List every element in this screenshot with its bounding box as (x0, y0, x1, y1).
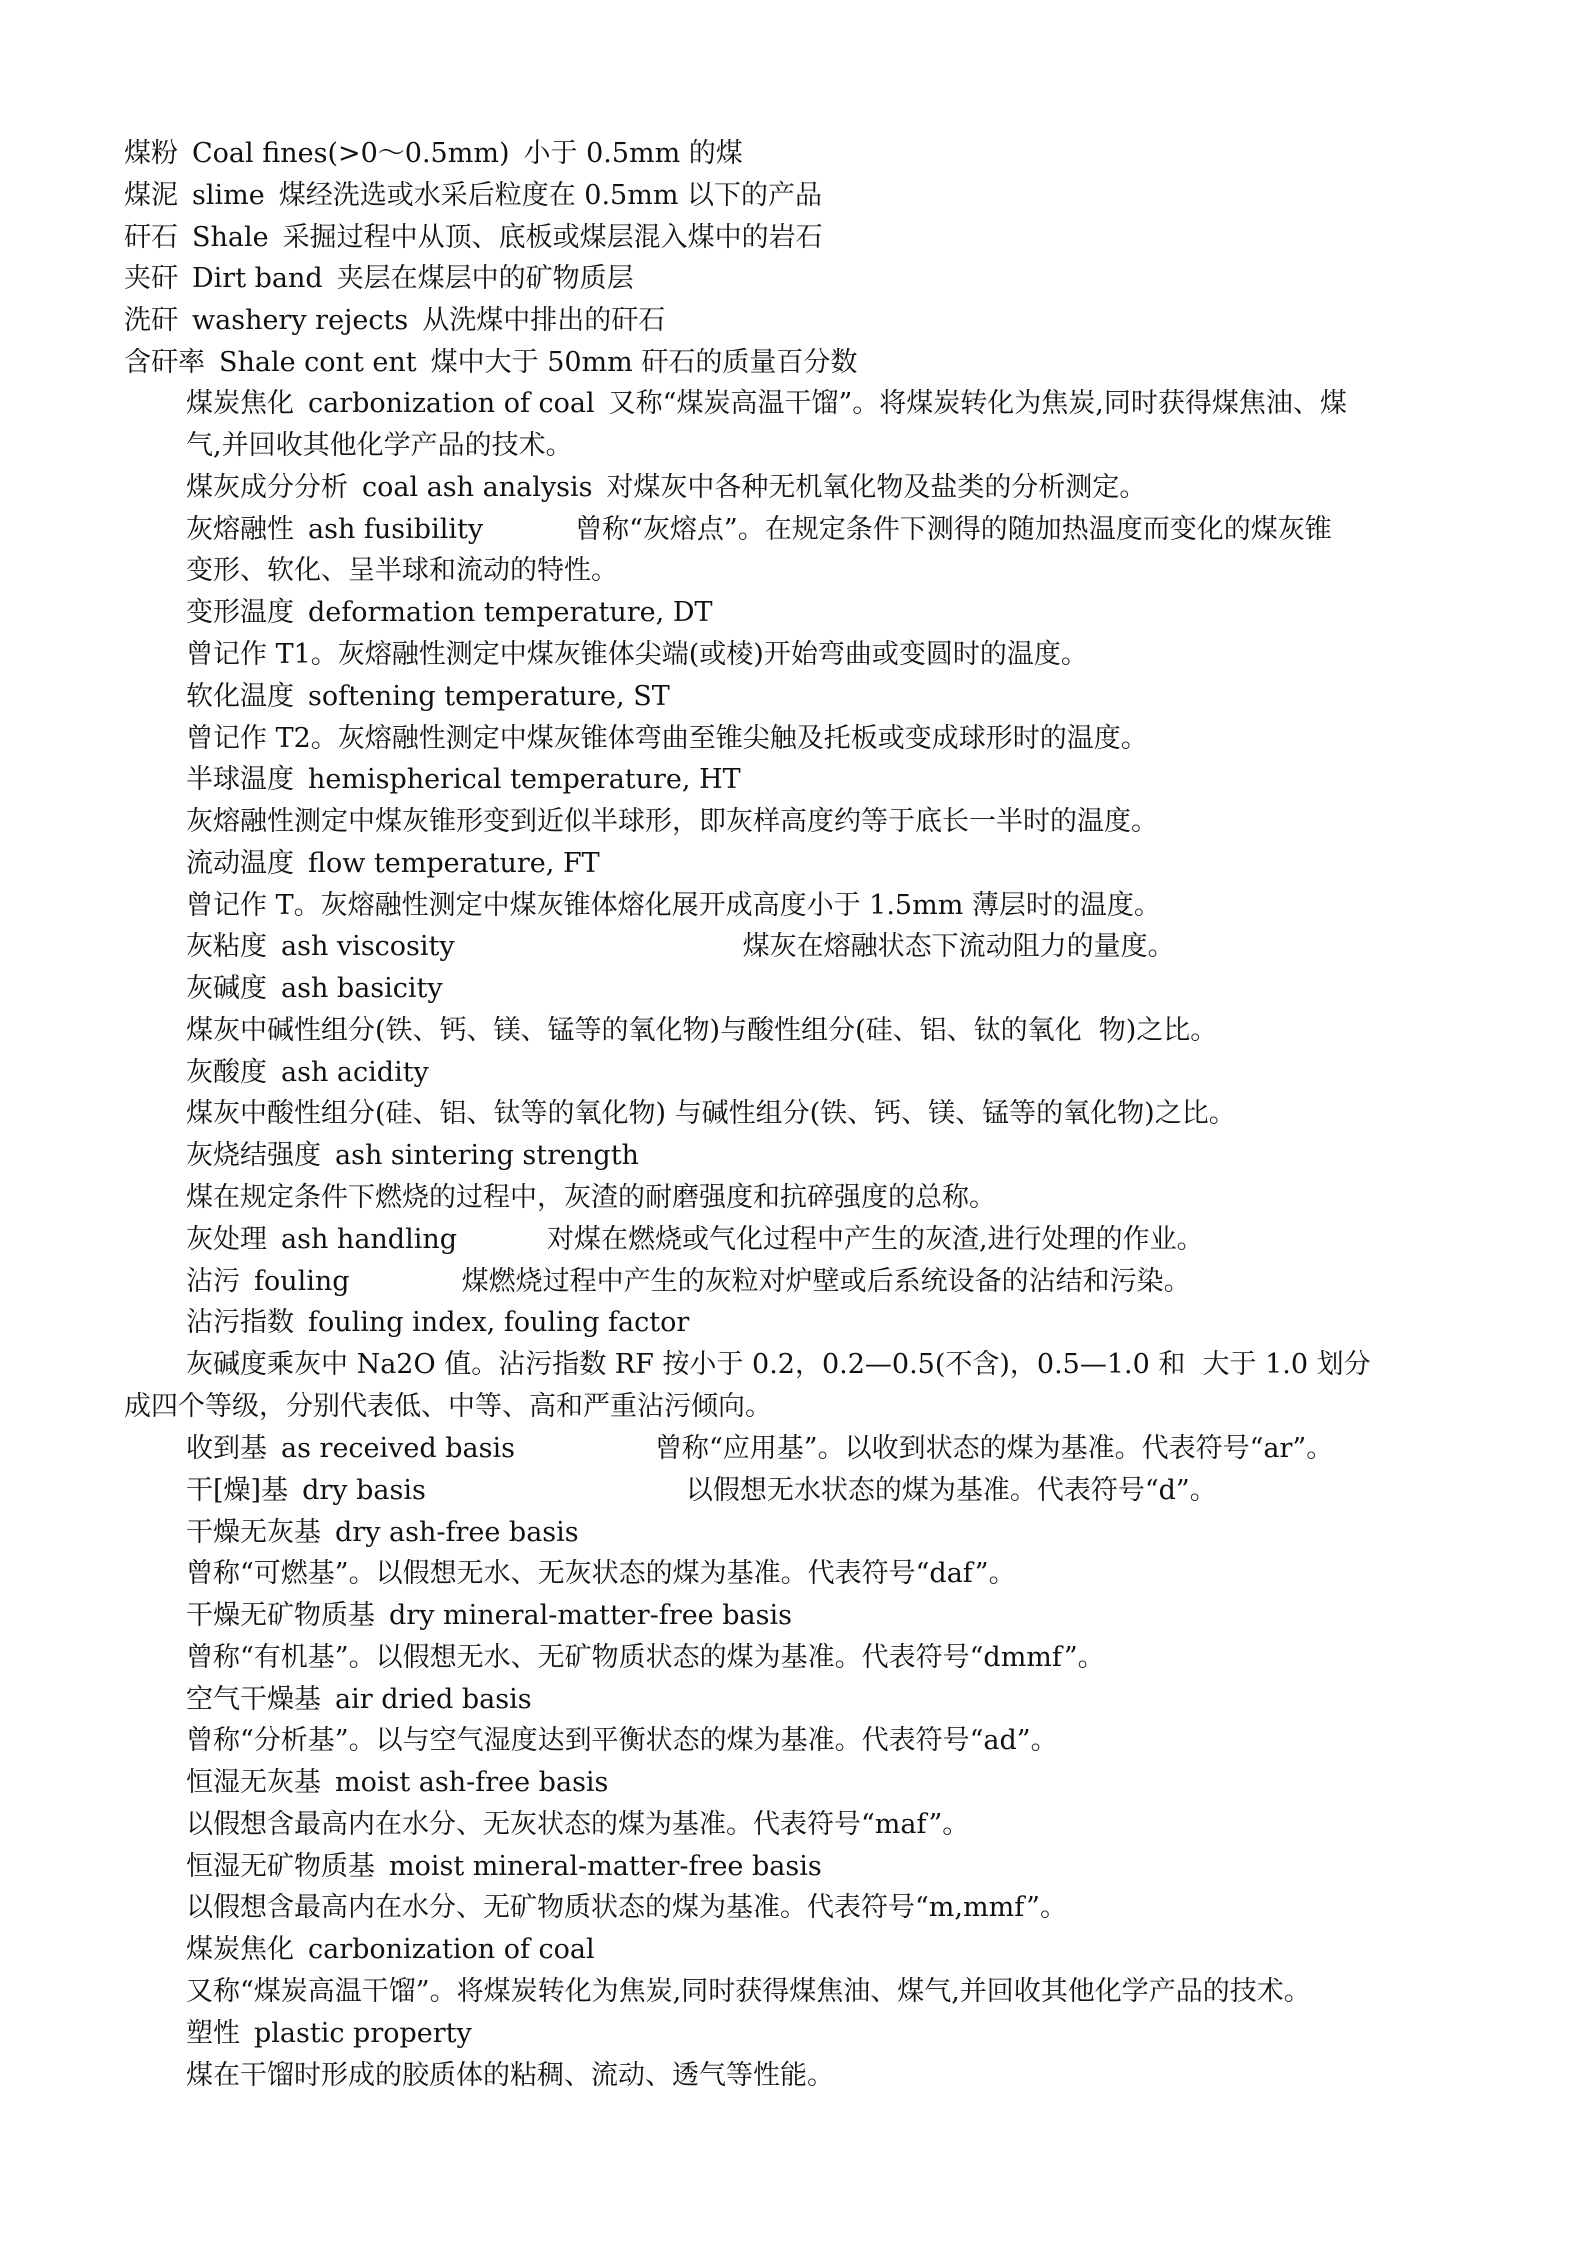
text-line-32 (186, 1432, 1333, 1466)
line-text-part: ash fusibility (308, 514, 484, 545)
line-text: 变形温度 (186, 597, 294, 628)
text-line-34 (186, 1516, 579, 1550)
line-text: 恒湿无灰基 (186, 1767, 321, 1798)
line-text-part: coal ash analysis (362, 472, 593, 503)
line-text-part: 以假想无水状态的煤为基准。代表符号“d”。 (685, 1475, 1217, 1506)
line-text-part: 从洗煤中排出的矸石 (422, 305, 666, 336)
text-line-8 (186, 429, 573, 463)
line-text-part: dry basis (302, 1475, 426, 1506)
line-text: 洗矸 (124, 305, 178, 336)
text-line-11 (186, 554, 618, 588)
text-line-24 (186, 1097, 1236, 1131)
line-text: 灰粘度 (186, 931, 267, 962)
line-text-part: slime (192, 180, 265, 211)
line-text: 曾记作 T1。灰熔融性测定中煤灰锥体尖端(或棱)开始弯曲或变圆时的温度。 (186, 639, 1088, 670)
line-text-part: ash sintering strength (335, 1140, 639, 1171)
line-text: 灰碱度 (186, 973, 267, 1004)
line-text-part: dry mineral-matter-free basis (389, 1600, 792, 1631)
text-line-42 (186, 1850, 822, 1884)
line-text-part: hemispherical temperature, HT (308, 764, 741, 795)
line-text: 灰烧结强度 (186, 1140, 321, 1171)
line-text-part: air dried basis (335, 1684, 532, 1715)
line-text: 恒湿无矿物质基 (186, 1851, 375, 1882)
line-text: 成四个等级，分别代表低、中等、高和严重沾污倾向。 (124, 1391, 772, 1422)
text-line-35 (186, 1557, 1016, 1591)
line-text-part: 采掘过程中从顶、底板或煤层混入煤中的岩石 (282, 222, 823, 253)
text-line-22 (186, 1014, 1217, 1048)
line-text-part: Dirt band (192, 263, 323, 294)
text-line-41 (186, 1808, 969, 1842)
line-text: 曾记作 T。灰熔融性测定中煤灰锥体熔化展开成高度小于 1.5mm 薄层时的温度。 (186, 890, 1161, 921)
text-line-3 (124, 221, 823, 255)
line-text: 煤炭焦化 (186, 388, 294, 419)
text-line-23 (186, 1056, 429, 1090)
line-text: 曾称“分析基”。以与空气湿度达到平衡状态的煤为基准。代表符号“ad”。 (186, 1725, 1058, 1756)
text-line-9 (186, 471, 1146, 505)
text-line-46 (186, 2017, 472, 2051)
line-text: 干燥无灰基 (186, 1517, 321, 1548)
text-line-33 (186, 1474, 1217, 1508)
line-text: 灰处理 (186, 1224, 267, 1255)
line-text: 流动温度 (186, 848, 294, 879)
text-line-38 (186, 1683, 532, 1717)
text-line-28 (186, 1265, 1191, 1299)
text-line-14 (186, 680, 670, 714)
line-text: 夹矸 (124, 263, 178, 294)
line-text-part: 煤燃烧过程中产生的灰粒对炉壁或后系统设备的沾结和污染。 (461, 1266, 1191, 1297)
line-text-part: 煤中大于 50mm 矸石的质量百分数 (430, 347, 858, 378)
line-text: 煤炭焦化 (186, 1934, 294, 1965)
line-text-part: deformation temperature, DT (308, 597, 713, 628)
text-line-17 (186, 805, 1158, 839)
line-text: 沾污指数 (186, 1307, 294, 1338)
text-line-37 (186, 1641, 1105, 1675)
text-line-36 (186, 1599, 792, 1633)
line-text: 矸石 (124, 222, 178, 253)
line-text-part: ash viscosity (281, 931, 455, 962)
line-text-part: fouling (254, 1266, 350, 1297)
text-line-20 (186, 930, 1175, 964)
line-text: 煤粉 (124, 138, 178, 169)
line-text: 塑性 (186, 2018, 240, 2049)
line-text-part: 又称“煤炭高温干馏”。将煤炭转化为焦炭,同时获得煤焦油、煤 (608, 388, 1347, 419)
line-text: 软化温度 (186, 681, 294, 712)
line-text-part: carbonization of coal (308, 1934, 595, 1965)
text-line-10 (186, 513, 1332, 547)
text-line-27 (186, 1223, 1204, 1257)
line-text: 灰碱度乘灰中 Na2O 值。沾污指数 RF 按小于 0.2，0.2—0.5(不含)，0.5—1.0 和 大于 1.0 划分 (186, 1349, 1371, 1380)
line-text-part: 煤灰在熔融状态下流动阻力的量度。 (742, 931, 1175, 962)
text-line-30 (186, 1348, 1371, 1382)
line-text-part: 对煤灰中各种无机氧化物及盐类的分析测定。 (606, 472, 1147, 503)
line-text-part: 小于 0.5mm 的煤 (523, 138, 743, 169)
line-text-part: 对煤在燃烧或气化过程中产生的灰渣,进行处理的作业。 (547, 1224, 1204, 1255)
line-text: 曾称“可燃基”。以假想无水、无灰状态的煤为基准。代表符号“daf”。 (186, 1558, 1016, 1589)
line-text-part: 曾称“应用基”。以收到状态的煤为基准。代表符号“ar”。 (654, 1433, 1334, 1464)
line-text-part: Shale (192, 222, 269, 253)
line-text: 又称“煤炭高温干馏”。将煤炭转化为焦炭,同时获得煤焦油、煤气,并回收其他化学产品的技术。 (186, 1976, 1311, 2007)
line-text: 煤灰中酸性组分(硅、铝、钛等的氧化物) 与碱性组分(铁、钙、镁、锰等的氧化物)之比。 (186, 1098, 1236, 1129)
line-text: 煤在干馏时形成的胶质体的粘稠、流动、透气等性能。 (186, 2060, 834, 2091)
text-line-47 (186, 2059, 834, 2093)
line-text: 煤灰中碱性组分(铁、钙、镁、锰等的氧化物)与酸性组分(硅、铝、钛的氧化 物)之比。 (186, 1015, 1218, 1046)
line-text-part: fouling index, fouling factor (308, 1307, 690, 1338)
line-text-part: ash handling (281, 1224, 458, 1255)
line-text-part: washery rejects (192, 305, 409, 336)
line-text: 沾污 (186, 1266, 240, 1297)
text-line-13 (186, 638, 1088, 672)
line-text: 变形、软化、呈半球和流动的特性。 (186, 555, 618, 586)
line-text-part: Shale cont ent (219, 347, 417, 378)
text-line-43 (186, 1891, 1067, 1925)
line-text: 收到基 (186, 1433, 267, 1464)
text-line-39 (186, 1724, 1058, 1758)
line-text-part: 曾称“灰熔点”。在规定条件下测得的随加热温度而变化的煤灰锥 (575, 514, 1332, 545)
line-text-part: flow temperature, FT (308, 848, 600, 879)
line-text: 气,并回收其他化学产品的技术。 (186, 430, 573, 461)
line-text-part: ash basicity (281, 973, 443, 1004)
text-line-44 (186, 1933, 595, 1967)
line-text-part: softening temperature, ST (308, 681, 670, 712)
text-line-15 (186, 722, 1148, 756)
line-text: 空气干燥基 (186, 1684, 321, 1715)
line-text: 半球温度 (186, 764, 294, 795)
text-line-45 (186, 1975, 1311, 2009)
text-line-2 (124, 179, 822, 213)
line-text-part: moist mineral-matter-free basis (389, 1851, 822, 1882)
line-text: 曾记作 T2。灰熔融性测定中煤灰锥体弯曲至锥尖触及托板或变成球形时的温度。 (186, 723, 1148, 754)
text-line-19 (186, 889, 1161, 923)
text-line-1 (124, 137, 743, 171)
text-line-12 (186, 596, 712, 630)
text-line-5 (124, 304, 665, 338)
line-text: 干[燥]基 (186, 1475, 289, 1506)
line-text: 灰酸度 (186, 1057, 267, 1088)
line-text: 煤在规定条件下燃烧的过程中，灰渣的耐磨强度和抗碎强度的总称。 (186, 1182, 996, 1213)
text-line-18 (186, 847, 600, 881)
line-text-part: ash acidity (281, 1057, 429, 1088)
text-line-16 (186, 763, 741, 797)
text-line-40 (186, 1766, 608, 1800)
text-line-21 (186, 972, 443, 1006)
line-text: 煤灰成分分析 (186, 472, 348, 503)
line-text: 干燥无矿物质基 (186, 1600, 375, 1631)
line-text-part: dry ash-free basis (335, 1517, 579, 1548)
text-line-25 (186, 1139, 639, 1173)
text-line-29 (186, 1306, 689, 1340)
text-line-6 (124, 346, 857, 380)
line-text: 以假想含最高内在水分、无灰状态的煤为基准。代表符号“maf”。 (186, 1809, 970, 1840)
line-text: 含矸率 (124, 347, 205, 378)
text-line-26 (186, 1181, 996, 1215)
line-text-part: 煤经洗选或水采后粒度在 0.5mm 以下的产品 (278, 180, 823, 211)
line-text-part: plastic property (254, 2018, 472, 2049)
line-text: 煤泥 (124, 180, 178, 211)
line-text: 以假想含最高内在水分、无矿物质状态的煤为基准。代表符号“m,mmf”。 (186, 1892, 1067, 1923)
line-text-part: carbonization of coal (308, 388, 595, 419)
line-text-part: 夹层在煤层中的矿物质层 (336, 263, 634, 294)
line-text: 灰熔融性测定中煤灰锥形变到近似半球形，即灰样高度约等于底长一半时的温度。 (186, 806, 1158, 837)
line-text-part: Coal fines(>0～0.5mm) (192, 138, 510, 169)
line-text-part: as received basis (281, 1433, 515, 1464)
text-line-7 (186, 387, 1347, 421)
line-text: 曾称“有机基”。以假想无水、无矿物质状态的煤为基准。代表符号“dmmf”。 (186, 1642, 1105, 1673)
line-text: 灰熔融性 (186, 514, 294, 545)
text-line-4 (124, 262, 634, 296)
text-line-31 (124, 1390, 772, 1424)
line-text-part: moist ash-free basis (335, 1767, 609, 1798)
